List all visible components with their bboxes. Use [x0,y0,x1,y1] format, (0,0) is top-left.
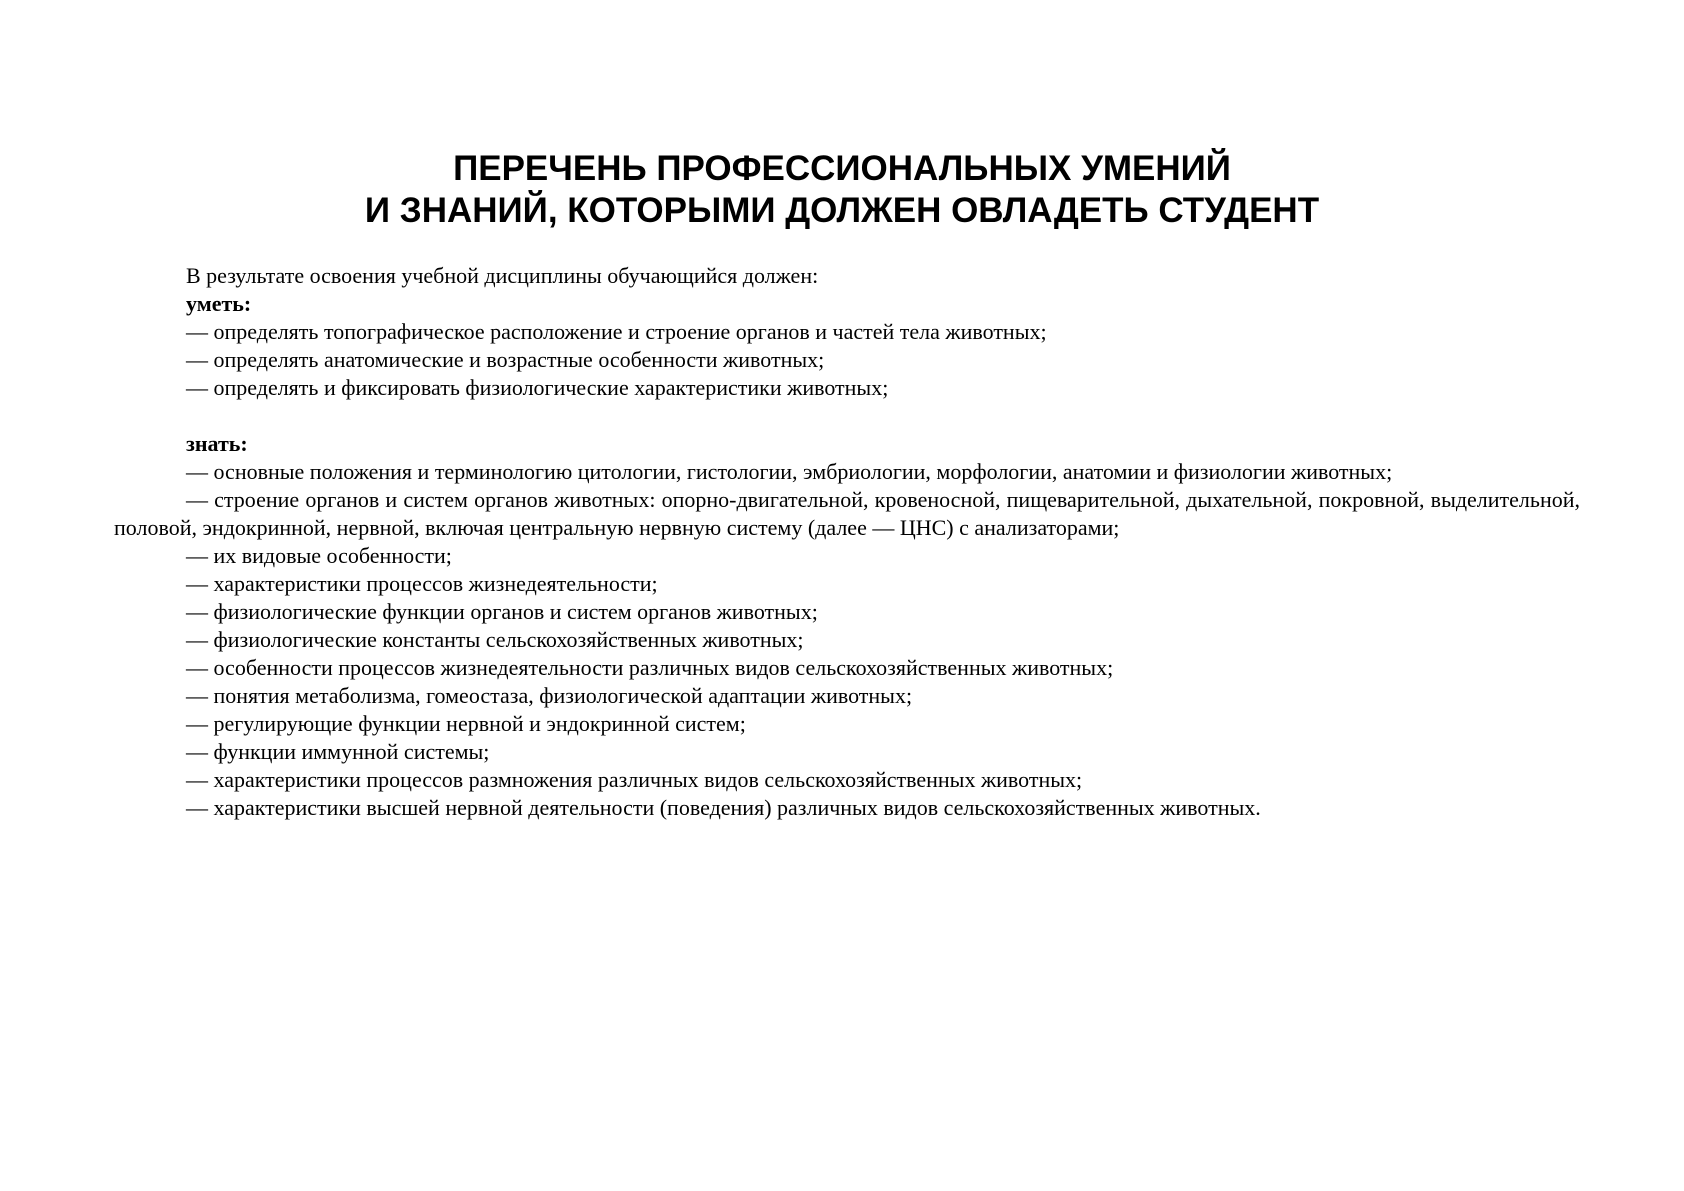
document-body [114,262,1580,822]
intro-text: В результате освоения учебной дисциплины обучающийся должен: [186,263,819,288]
knowledge-item: — их видовые особенности; [186,543,452,568]
knowledge-item: — физиологические константы сельскохозяйственных животных; [186,627,804,652]
skills-item: — определять топографическое расположение и строение органов и частей тела животных; [186,319,1047,344]
skills-item: — определять анатомические и возрастные особенности животных; [186,347,825,372]
section-spacer [114,402,1580,430]
skills-item: — определять и фиксировать физиологические характеристики животных; [186,375,889,400]
knowledge-item: — понятия метаболизма, гомеостаза, физиологической адаптации животных; [186,683,913,708]
knowledge-item: — функции иммунной системы; [186,739,490,764]
knowledge-item: — физиологические функции органов и систем органов животных; [186,599,818,624]
knowledge-heading: знать: [186,431,248,456]
skills-heading: уметь: [186,291,252,316]
knowledge-item: — строение органов и систем органов животных: опорно-двигательной, кровеносной, пищеварительной, дыхательной, покровной, выделительной, половой, эндокринной, нервной, включая центральную нервную систему (далее — ЦНС) с анализаторами; [114,487,1580,540]
page-title [0,148,1684,232]
knowledge-item: — особенности процессов жизнедеятельности различных видов сельскохозяйственных животных; [186,655,1114,680]
title-line-1: ПЕРЕЧЕНЬ ПРОФЕССИОНАЛЬНЫХ УМЕНИЙ [453,149,1231,188]
knowledge-item: — характеристики процессов размножения различных видов сельскохозяйственных животных; [186,767,1083,792]
knowledge-item: — характеристики высшей нервной деятельности (поведения) различных видов сельскохозяйственных животных. [186,795,1261,820]
knowledge-item: — характеристики процессов жизнедеятельности; [186,571,658,596]
knowledge-item: — основные положения и терминологию цитологии, гистологии, эмбриологии, морфологии, анатомии и физиологии животных; [186,459,1393,484]
knowledge-item: — регулирующие функции нервной и эндокринной систем; [186,711,746,736]
title-line-2: И ЗНАНИЙ, КОТОРЫМИ ДОЛЖЕН ОВЛАДЕТЬ СТУДЕНТ [364,191,1320,230]
